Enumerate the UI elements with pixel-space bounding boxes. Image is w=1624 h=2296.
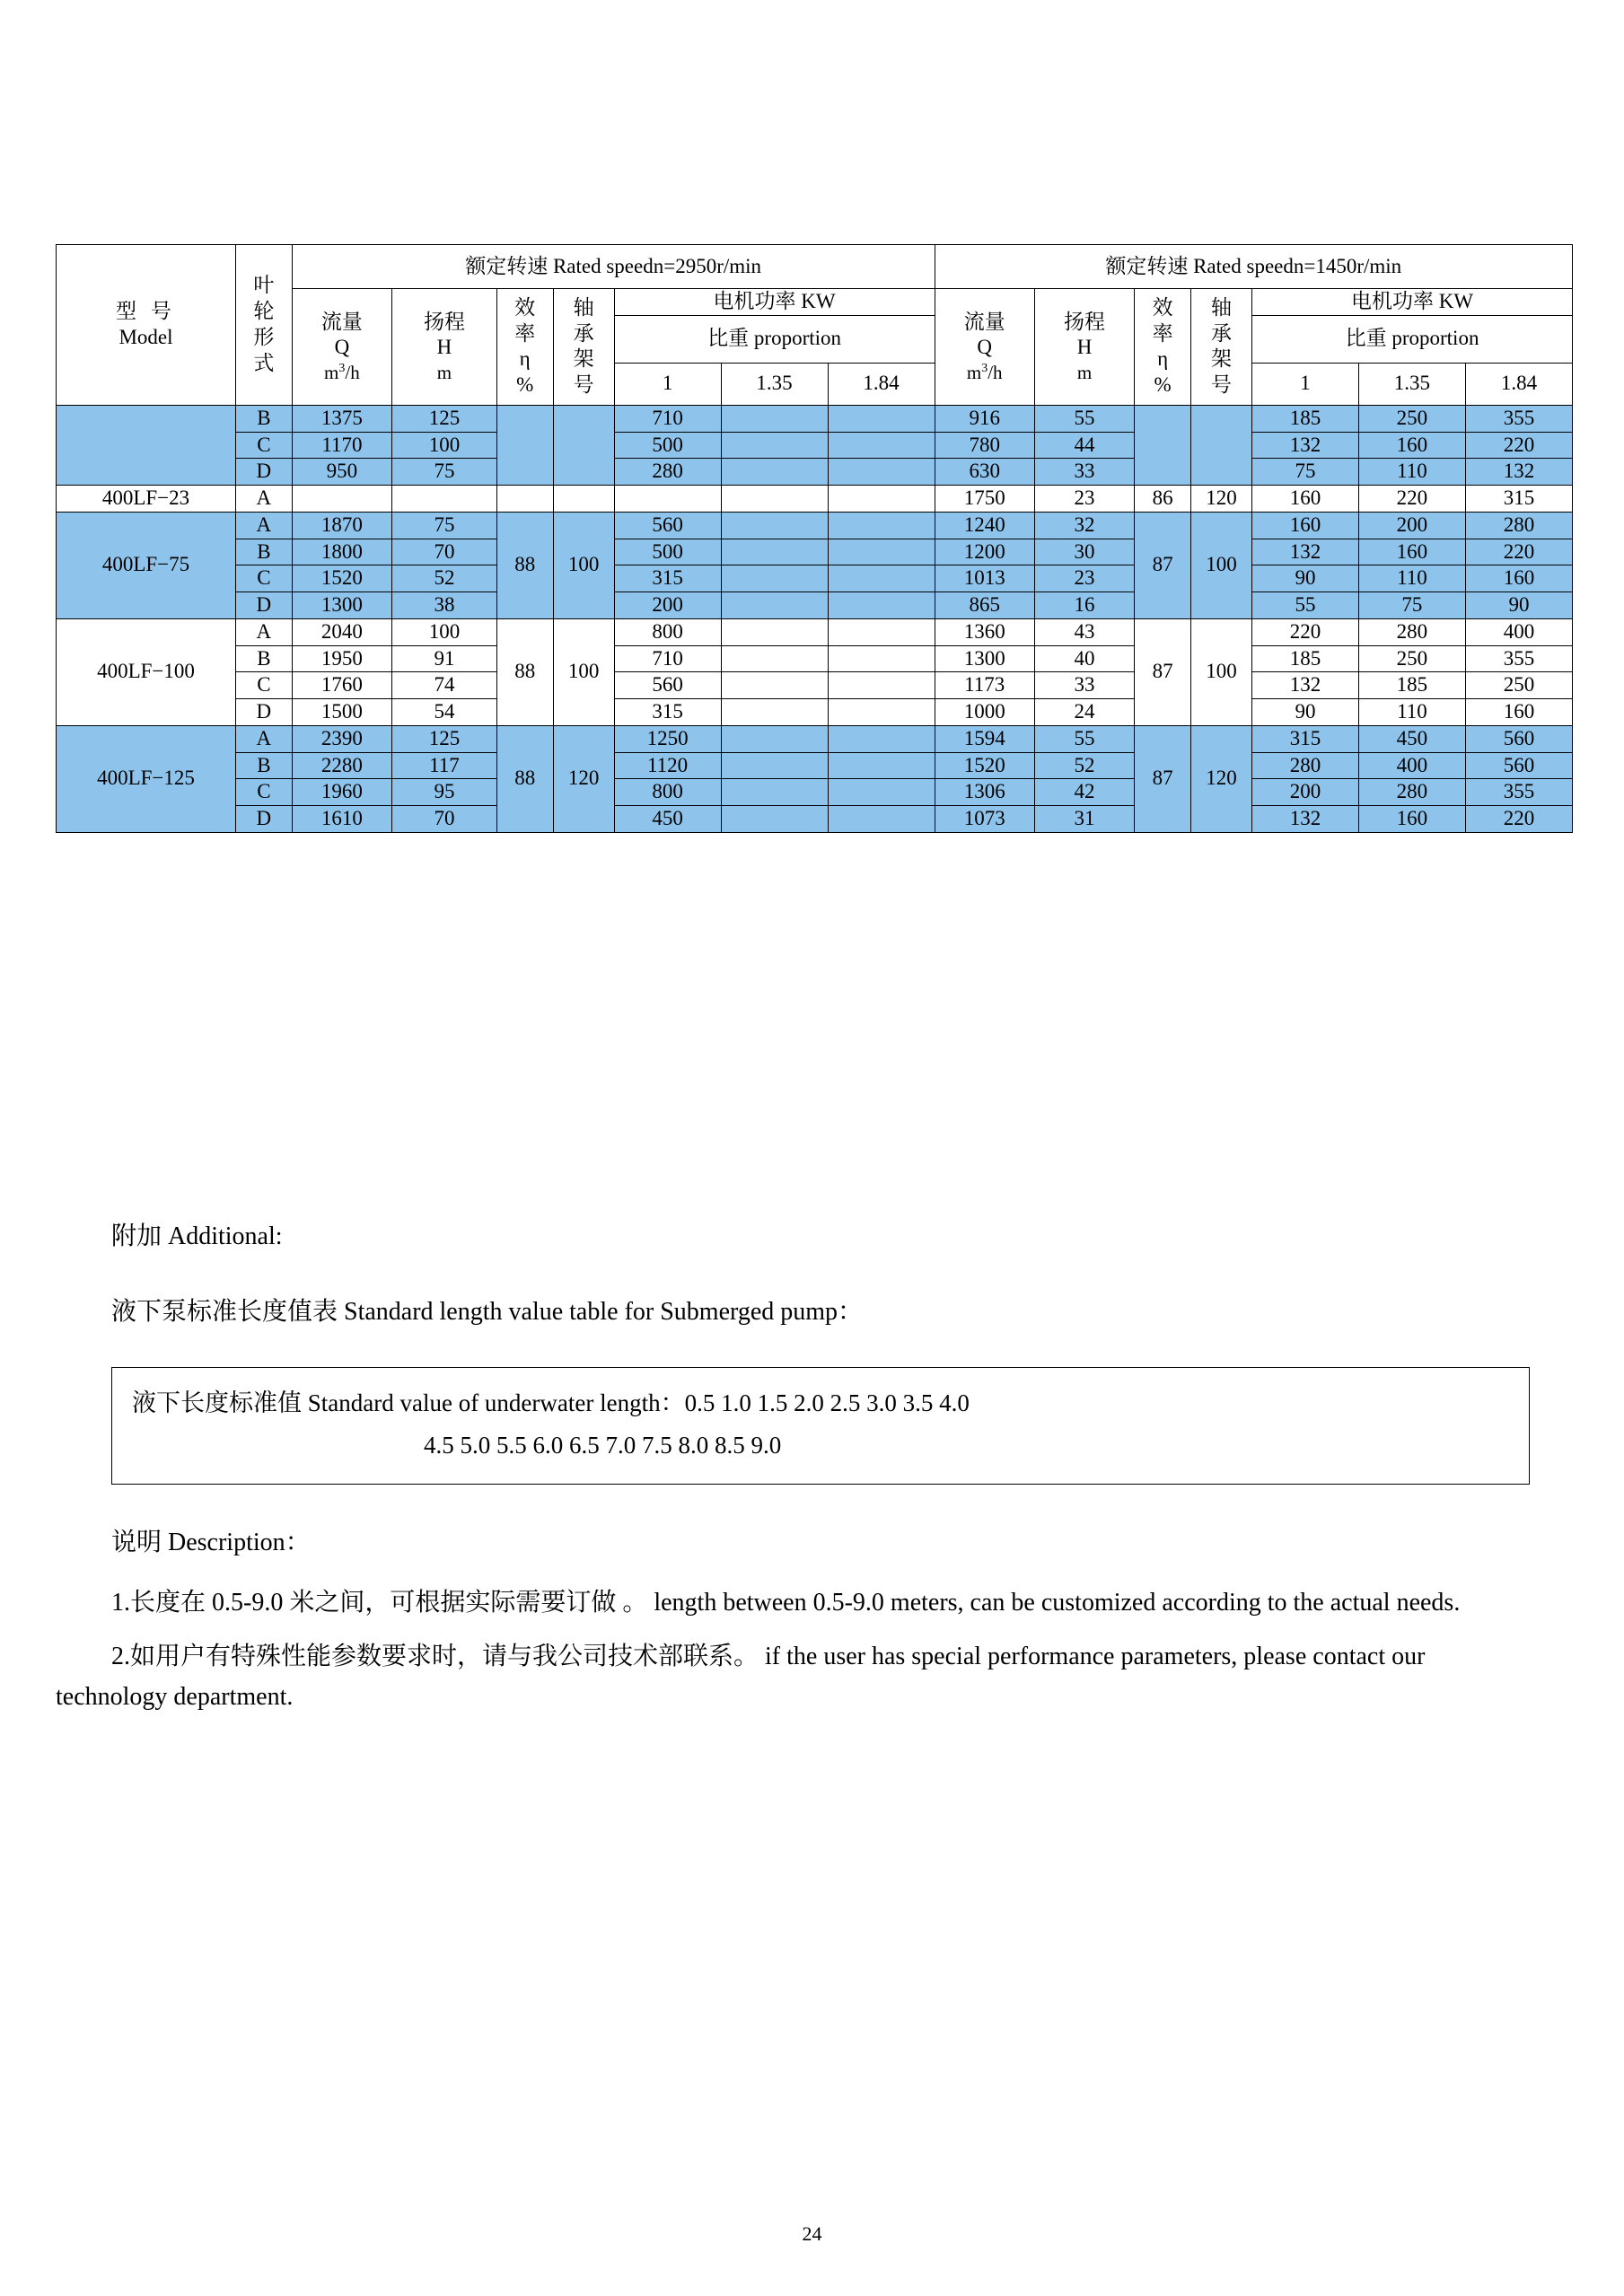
flow-1450-cell: 1300 (935, 645, 1034, 672)
head-2950-cell: 125 (392, 405, 497, 432)
impeller-cell: A (236, 512, 293, 539)
power135-1450-cell: 110 (1358, 459, 1465, 486)
flow-1450-cell: 1306 (935, 779, 1034, 806)
page-number: 24 (802, 2222, 822, 2245)
flow-2950-cell: 1520 (292, 565, 391, 592)
power1-1450-cell: 75 (1252, 459, 1359, 486)
header-proportion-2950: 比重 proportion (614, 315, 935, 363)
header-flow-2950: 流量 Q $m^3/h$ (292, 289, 391, 406)
table-row (57, 699, 1573, 726)
header-speed-2950: 额定转速 Rated speedn=2950r/min (292, 245, 935, 289)
power1-1450-cell: 90 (1252, 565, 1359, 592)
power135-1450-cell: 220 (1358, 486, 1465, 513)
eff-2950-cell: 88 (496, 512, 553, 618)
table-row (57, 645, 1573, 672)
power184-2950-cell (828, 699, 935, 726)
flow-1450-cell: 1360 (935, 618, 1034, 645)
power135-1450-cell: 250 (1358, 645, 1465, 672)
power184-2950-cell (828, 618, 935, 645)
head-2950-cell: 91 (392, 645, 497, 672)
power184-1450-cell: 355 (1465, 405, 1572, 432)
power1-1450-cell: 315 (1252, 725, 1359, 752)
bracket-2950-cell: 120 (553, 725, 614, 832)
header-flow-1450: 流量 Q $m^3/h$ (935, 289, 1034, 406)
power135-1450-cell: 160 (1358, 806, 1465, 833)
header-model: 型 号 Model (57, 245, 236, 406)
power1-1450-cell: 160 (1252, 512, 1359, 539)
power1-1450-cell: 185 (1252, 405, 1359, 432)
header-power-2950: 电机功率 KW (614, 289, 935, 316)
power135-2950-cell (721, 618, 828, 645)
flow-2950-cell: 1170 (292, 432, 391, 459)
head-2950-cell (392, 486, 497, 513)
power184-1450-cell: 560 (1465, 752, 1572, 779)
table-row (57, 486, 1573, 513)
head-1450-cell: 43 (1034, 618, 1134, 645)
power184-2950-cell (828, 752, 935, 779)
table-row (57, 512, 1573, 539)
header-power-1450: 电机功率 KW (1252, 289, 1573, 316)
header-bracket-1450: 轴 承 架 号 (1190, 289, 1251, 406)
impeller-cell: C (236, 779, 293, 806)
power1-1450-cell: 55 (1252, 592, 1359, 619)
flow-2950-cell: 2040 (292, 618, 391, 645)
power135-1450-cell: 280 (1358, 779, 1465, 806)
power135-1450-cell: 200 (1358, 512, 1465, 539)
power135-2950-cell (721, 486, 828, 513)
impeller-cell: B (236, 752, 293, 779)
description-note-2 (56, 1637, 1528, 1718)
power135-2950-cell (721, 459, 828, 486)
header-efficiency-2950: 效 率 η % (496, 289, 553, 406)
header-proportion-1-1450: 1 (1252, 363, 1359, 405)
table-row (57, 752, 1573, 779)
power184-1450-cell: 400 (1465, 618, 1572, 645)
power184-1450-cell: 560 (1465, 725, 1572, 752)
bracket-1450-cell (1190, 405, 1251, 485)
power1-1450-cell: 200 (1252, 779, 1359, 806)
head-1450-cell: 52 (1034, 752, 1134, 779)
impeller-cell: D (236, 806, 293, 833)
power1-2950-cell: 800 (614, 779, 721, 806)
flow-1450-cell: 780 (935, 432, 1034, 459)
table-row (57, 565, 1573, 592)
flow-1450-cell: 1240 (935, 512, 1034, 539)
power135-2950-cell (721, 432, 828, 459)
table-row (57, 432, 1573, 459)
power135-2950-cell (721, 592, 828, 619)
power184-2950-cell (828, 486, 935, 513)
flow-1450-cell: 865 (935, 592, 1034, 619)
power1-1450-cell: 132 (1252, 806, 1359, 833)
flow-2950-cell: 1960 (292, 779, 391, 806)
note-2-text: 2.如用户有特殊性能参数要求时，请与我公司技术部联系。 if the user has special performance parameters, please contact our technology department. (56, 1643, 1426, 1712)
eff-1450-cell (1135, 405, 1191, 485)
table-row (57, 459, 1573, 486)
power1-2950-cell: 200 (614, 592, 721, 619)
head-1450-cell: 55 (1034, 725, 1134, 752)
head-2950-cell: 74 (392, 672, 497, 699)
power135-1450-cell: 110 (1358, 699, 1465, 726)
header-impeller-type: 叶 轮 形 式 (236, 245, 293, 406)
power184-1450-cell: 315 (1465, 486, 1572, 513)
flow-2950-cell: 2390 (292, 725, 391, 752)
description-note-1 (56, 1583, 1528, 1624)
power1-2950-cell (614, 486, 721, 513)
additional-subheading: 液下泵标准长度值表 Standard length value table for Submerged pump： (111, 1298, 864, 1326)
eff-2950-cell (496, 405, 553, 485)
power184-2950-cell (828, 779, 935, 806)
power184-2950-cell (828, 592, 935, 619)
impeller-cell: A (236, 725, 293, 752)
flow-2950-cell: 1760 (292, 672, 391, 699)
header-efficiency-1450: 效 率 η % (1135, 289, 1191, 406)
impeller-cell: D (236, 699, 293, 726)
header-head-1450: 扬程 H m (1034, 289, 1134, 406)
header-proportion-1-2950: 1 (614, 363, 721, 405)
flow-1450-cell: 1200 (935, 539, 1034, 565)
power184-1450-cell: 132 (1465, 459, 1572, 486)
power184-2950-cell (828, 459, 935, 486)
flow-2950-cell: 950 (292, 459, 391, 486)
table-row (57, 592, 1573, 619)
head-2950-cell: 75 (392, 459, 497, 486)
table-row (57, 539, 1573, 565)
header-proportion-184-1450: 1.84 (1465, 363, 1572, 405)
power184-2950-cell (828, 512, 935, 539)
power184-1450-cell: 220 (1465, 539, 1572, 565)
head-2950-cell: 38 (392, 592, 497, 619)
impeller-cell: D (236, 459, 293, 486)
power135-1450-cell: 250 (1358, 405, 1465, 432)
flow-2950-cell: 1870 (292, 512, 391, 539)
power1-1450-cell: 132 (1252, 539, 1359, 565)
flow-1450-cell: 630 (935, 459, 1034, 486)
power184-1450-cell: 220 (1465, 432, 1572, 459)
head-1450-cell: 40 (1034, 645, 1134, 672)
head-2950-cell: 100 (392, 432, 497, 459)
power135-1450-cell: 185 (1358, 672, 1465, 699)
flow-1450-cell: 1073 (935, 806, 1034, 833)
head-2950-cell: 117 (392, 752, 497, 779)
power135-1450-cell: 280 (1358, 618, 1465, 645)
head-2950-cell: 95 (392, 779, 497, 806)
spec-table-container (56, 244, 1573, 833)
header-proportion-1450: 比重 proportion (1252, 315, 1573, 363)
power184-2950-cell (828, 432, 935, 459)
power1-1450-cell: 90 (1252, 699, 1359, 726)
power184-1450-cell: 280 (1465, 512, 1572, 539)
power1-2950-cell: 710 (614, 645, 721, 672)
eff-2950-cell (496, 486, 553, 513)
header-head-2950: 扬程 H m (392, 289, 497, 406)
impeller-cell: A (236, 618, 293, 645)
bracket-2950-cell (553, 405, 614, 485)
flow-1450-cell: 1000 (935, 699, 1034, 726)
power1-1450-cell: 185 (1252, 645, 1359, 672)
flow-2950-cell: 1300 (292, 592, 391, 619)
bracket-1450-cell: 100 (1190, 512, 1251, 618)
power184-2950-cell (828, 806, 935, 833)
header-proportion-135-1450: 1.35 (1358, 363, 1465, 405)
power135-2950-cell (721, 752, 828, 779)
power135-1450-cell: 75 (1358, 592, 1465, 619)
flow-2950-cell: 2280 (292, 752, 391, 779)
header-proportion-184-2950: 1.84 (828, 363, 935, 405)
head-1450-cell: 24 (1034, 699, 1134, 726)
impeller-cell: C (236, 432, 293, 459)
power1-1450-cell: 280 (1252, 752, 1359, 779)
power135-2950-cell (721, 806, 828, 833)
power184-1450-cell: 90 (1465, 592, 1572, 619)
head-1450-cell: 23 (1034, 486, 1134, 513)
header-speed-1450: 额定转速 Rated speedn=1450r/min (935, 245, 1572, 289)
power135-1450-cell: 160 (1358, 432, 1465, 459)
impeller-cell: C (236, 672, 293, 699)
flow-2950-cell: 1375 (292, 405, 391, 432)
impeller-cell: B (236, 405, 293, 432)
eff-1450-cell: 87 (1135, 618, 1191, 725)
model-cell: 400LF−75 (57, 512, 236, 618)
power1-1450-cell: 160 (1252, 486, 1359, 513)
table-row (57, 806, 1573, 833)
power135-2950-cell (721, 539, 828, 565)
power135-1450-cell: 400 (1358, 752, 1465, 779)
flow-2950-cell: 1610 (292, 806, 391, 833)
head-1450-cell: 31 (1034, 806, 1134, 833)
note-1-text: 1.长度在 0.5-9.0 米之间，可根据实际需要订做 。 length between 0.5-9.0 meters, can be customized according to the actual needs. (111, 1588, 1461, 1617)
power1-2950-cell: 1250 (614, 725, 721, 752)
power135-1450-cell: 110 (1358, 565, 1465, 592)
bracket-2950-cell (553, 486, 614, 513)
model-cell: 400LF−100 (57, 618, 236, 725)
head-2950-cell: 100 (392, 618, 497, 645)
power184-2950-cell (828, 565, 935, 592)
bracket-2950-cell: 100 (553, 512, 614, 618)
flow-2950-cell (292, 486, 391, 513)
eff-2950-cell: 88 (496, 725, 553, 832)
power135-2950-cell (721, 565, 828, 592)
power1-2950-cell: 315 (614, 565, 721, 592)
power135-2950-cell (721, 725, 828, 752)
head-2950-cell: 54 (392, 699, 497, 726)
table-row (57, 725, 1573, 752)
eff-1450-cell: 86 (1135, 486, 1191, 513)
head-2950-cell: 52 (392, 565, 497, 592)
description-heading: 说明 Description： (111, 1528, 311, 1556)
impeller-cell: C (236, 565, 293, 592)
head-1450-cell: 55 (1034, 405, 1134, 432)
flow-2950-cell: 1500 (292, 699, 391, 726)
flow-2950-cell: 1800 (292, 539, 391, 565)
power1-2950-cell: 315 (614, 699, 721, 726)
power1-1450-cell: 132 (1252, 672, 1359, 699)
impeller-cell: B (236, 645, 293, 672)
standard-length-line-1: 液下长度标准值 Standard value of underwater length：0.5 1.0 1.5 2.0 2.5 3.0 3.5 4.0 (132, 1389, 970, 1416)
power184-1450-cell: 355 (1465, 645, 1572, 672)
power1-2950-cell: 800 (614, 618, 721, 645)
flow-1450-cell: 1594 (935, 725, 1034, 752)
flow-1450-cell: 1750 (935, 486, 1034, 513)
power135-2950-cell (721, 779, 828, 806)
flow-1450-cell: 1520 (935, 752, 1034, 779)
power184-1450-cell: 160 (1465, 699, 1572, 726)
eff-1450-cell: 87 (1135, 725, 1191, 832)
power1-2950-cell: 560 (614, 512, 721, 539)
flow-1450-cell: 916 (935, 405, 1034, 432)
head-2950-cell: 75 (392, 512, 497, 539)
power1-2950-cell: 500 (614, 539, 721, 565)
impeller-cell: A (236, 486, 293, 513)
power1-2950-cell: 560 (614, 672, 721, 699)
head-1450-cell: 32 (1034, 512, 1134, 539)
eff-1450-cell: 87 (1135, 512, 1191, 618)
model-cell: 400LF−125 (57, 725, 236, 832)
spec-table-body (57, 405, 1573, 832)
power1-2950-cell: 500 (614, 432, 721, 459)
power1-2950-cell: 450 (614, 806, 721, 833)
power1-2950-cell: 1120 (614, 752, 721, 779)
standard-length-line-2: 4.5 5.0 5.5 6.0 6.5 7.0 7.5 8.0 8.5 9.0 (424, 1432, 782, 1459)
power1-1450-cell: 220 (1252, 618, 1359, 645)
head-1450-cell: 33 (1034, 672, 1134, 699)
table-row (57, 618, 1573, 645)
power184-1450-cell: 250 (1465, 672, 1572, 699)
power184-1450-cell: 355 (1465, 779, 1572, 806)
table-row (57, 779, 1573, 806)
impeller-cell: D (236, 592, 293, 619)
additional-heading: 附加 Additional: (111, 1222, 283, 1250)
head-1450-cell: 33 (1034, 459, 1134, 486)
flow-1450-cell: 1173 (935, 672, 1034, 699)
power135-2950-cell (721, 672, 828, 699)
table-row (57, 405, 1573, 432)
power184-2950-cell (828, 645, 935, 672)
bracket-2950-cell: 100 (553, 618, 614, 725)
power135-1450-cell: 450 (1358, 725, 1465, 752)
additional-section (56, 1216, 1582, 1732)
power135-2950-cell (721, 512, 828, 539)
power135-2950-cell (721, 645, 828, 672)
head-1450-cell: 16 (1034, 592, 1134, 619)
flow-1450-cell: 1013 (935, 565, 1034, 592)
power184-1450-cell: 220 (1465, 806, 1572, 833)
pump-specification-table (56, 244, 1573, 833)
eff-2950-cell: 88 (496, 618, 553, 725)
head-1450-cell: 42 (1034, 779, 1134, 806)
power184-1450-cell: 160 (1465, 565, 1572, 592)
power184-2950-cell (828, 405, 935, 432)
head-1450-cell: 44 (1034, 432, 1134, 459)
power1-2950-cell: 710 (614, 405, 721, 432)
table-row (57, 672, 1573, 699)
bracket-1450-cell: 100 (1190, 618, 1251, 725)
head-2950-cell: 125 (392, 725, 497, 752)
power1-2950-cell: 280 (614, 459, 721, 486)
bracket-1450-cell: 120 (1190, 486, 1251, 513)
power184-2950-cell (828, 539, 935, 565)
head-2950-cell: 70 (392, 539, 497, 565)
model-cell (57, 405, 236, 485)
header-proportion-135-2950: 1.35 (721, 363, 828, 405)
power135-2950-cell (721, 405, 828, 432)
power1-1450-cell: 132 (1252, 432, 1359, 459)
power135-2950-cell (721, 699, 828, 726)
model-cell: 400LF−23 (57, 486, 236, 513)
bracket-1450-cell: 120 (1190, 725, 1251, 832)
head-1450-cell: 23 (1034, 565, 1134, 592)
standard-length-box (111, 1367, 1530, 1485)
power135-1450-cell: 160 (1358, 539, 1465, 565)
flow-2950-cell: 1950 (292, 645, 391, 672)
power184-2950-cell (828, 672, 935, 699)
head-2950-cell: 70 (392, 806, 497, 833)
impeller-cell: B (236, 539, 293, 565)
header-bracket-2950: 轴 承 架 号 (553, 289, 614, 406)
head-1450-cell: 30 (1034, 539, 1134, 565)
power184-2950-cell (828, 725, 935, 752)
